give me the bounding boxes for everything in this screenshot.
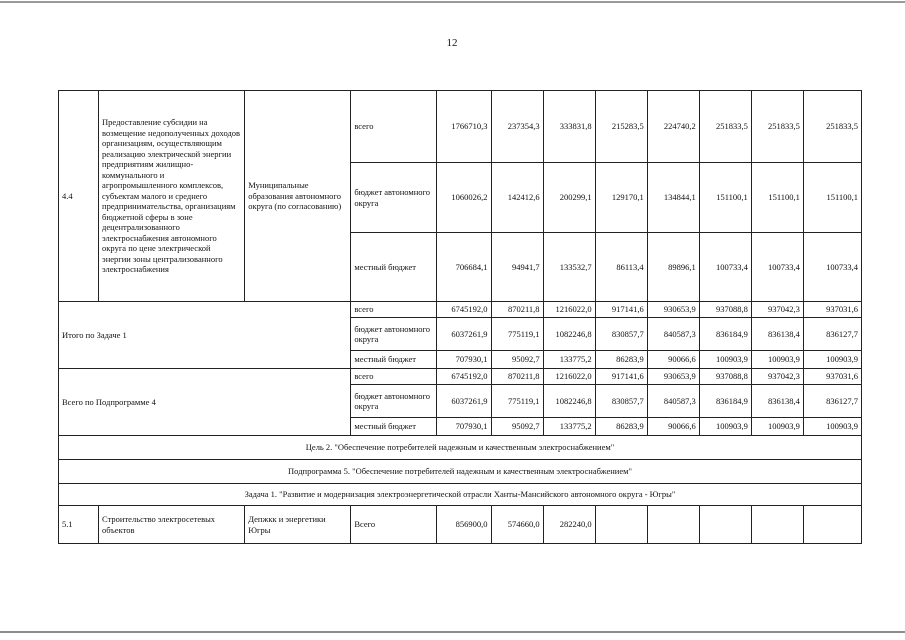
amount-cell: 215283,5 [595, 91, 647, 163]
amount-cell: 100903,9 [699, 351, 751, 369]
funding-source: всего [351, 91, 437, 163]
amount-cell: 840587,3 [647, 385, 699, 418]
amount-cell: 870211,8 [491, 369, 543, 385]
executor: Депжкк и энергетики Югры [245, 506, 351, 544]
amount-cell: 100903,9 [699, 418, 751, 436]
task-heading: Задача 1. "Развитие и модернизация электроэнергетической отрасли Ханты-Мансийского автономного округа - Югры" [59, 484, 862, 506]
amount-cell: 151100,1 [751, 163, 803, 233]
amount-cell: 6745192,0 [437, 302, 491, 318]
amount-cell: 133775,2 [543, 418, 595, 436]
amount-cell: 100903,9 [803, 351, 861, 369]
amount-cell: 251833,5 [699, 91, 751, 163]
amount-cell: 89896,1 [647, 233, 699, 302]
page-top-edge [0, 1, 905, 3]
subprogram-heading: Подпрограмма 5. "Обеспечение потребителей надежным и качественным электроснабжением" [59, 460, 862, 484]
amount-cell: 1216022,0 [543, 369, 595, 385]
amount-cell: 142412,6 [491, 163, 543, 233]
amount-cell: 134844,1 [647, 163, 699, 233]
amount-cell [647, 506, 699, 544]
amount-cell: 86283,9 [595, 418, 647, 436]
amount-cell: 86113,4 [595, 233, 647, 302]
amount-cell: 100903,9 [803, 418, 861, 436]
funding-source: местный бюджет [351, 233, 437, 302]
amount-cell: 95092,7 [491, 418, 543, 436]
amount-cell: 94941,7 [491, 233, 543, 302]
amount-cell: 133532,7 [543, 233, 595, 302]
table-row [59, 436, 862, 460]
amount-cell [699, 506, 751, 544]
amount-cell: 6037261,9 [437, 318, 491, 351]
table-row [59, 369, 862, 385]
amount-cell: 775119,1 [491, 385, 543, 418]
amount-cell: 840587,3 [647, 318, 699, 351]
amount-cell: 937042,3 [751, 369, 803, 385]
funding-source: бюджет автономного округа [351, 385, 437, 418]
amount-cell: 930653,9 [647, 369, 699, 385]
amount-cell: 251833,5 [803, 91, 861, 163]
amount-cell: 86283,9 [595, 351, 647, 369]
amount-cell: 706684,1 [437, 233, 491, 302]
amount-cell: 200299,1 [543, 163, 595, 233]
program-financing-table [58, 90, 862, 544]
amount-cell: 917141,6 [595, 302, 647, 318]
amount-cell: 100733,4 [751, 233, 803, 302]
amount-cell: 937088,8 [699, 369, 751, 385]
row-code: 4.4 [59, 91, 99, 302]
amount-cell: 251833,5 [751, 91, 803, 163]
amount-cell: 1060026,2 [437, 163, 491, 233]
amount-cell: 333831,8 [543, 91, 595, 163]
amount-cell: 237354,3 [491, 91, 543, 163]
amount-cell: 129170,1 [595, 163, 647, 233]
amount-cell: 836184,9 [699, 385, 751, 418]
amount-cell: 574660,0 [491, 506, 543, 544]
amount-cell: 224740,2 [647, 91, 699, 163]
table-row [59, 302, 862, 318]
funding-source: местный бюджет [351, 351, 437, 369]
amount-cell: 95092,7 [491, 351, 543, 369]
amount-cell: 1082246,8 [543, 318, 595, 351]
page-number: 12 [446, 37, 458, 49]
amount-cell: 836127,7 [803, 385, 861, 418]
total-label: Итого по Задаче 1 [59, 302, 351, 369]
amount-cell: 100733,4 [699, 233, 751, 302]
amount-cell: 917141,6 [595, 369, 647, 385]
amount-cell: 1766710,3 [437, 91, 491, 163]
row-code: 5.1 [59, 506, 99, 544]
amount-cell: 930653,9 [647, 302, 699, 318]
amount-cell: 151100,1 [699, 163, 751, 233]
table-row [59, 484, 862, 506]
goal-heading: Цель 2. "Обеспечение потребителей надежным и качественным электроснабжением" [59, 436, 862, 460]
amount-cell: 282240,0 [543, 506, 595, 544]
total-label: Всего по Подпрограмме 4 [59, 369, 351, 436]
amount-cell: 836184,9 [699, 318, 751, 351]
amount-cell: 100903,9 [751, 351, 803, 369]
amount-cell: 870211,8 [491, 302, 543, 318]
amount-cell: 830857,7 [595, 318, 647, 351]
amount-cell: 100903,9 [751, 418, 803, 436]
amount-cell: 937088,8 [699, 302, 751, 318]
amount-cell: 836127,7 [803, 318, 861, 351]
funding-source: местный бюджет [351, 418, 437, 436]
amount-cell: 937042,3 [751, 302, 803, 318]
amount-cell [803, 506, 861, 544]
amount-cell [751, 506, 803, 544]
amount-cell: 133775,2 [543, 351, 595, 369]
funding-source: всего [351, 369, 437, 385]
amount-cell [595, 506, 647, 544]
amount-cell: 836138,4 [751, 385, 803, 418]
amount-cell: 707930,1 [437, 418, 491, 436]
page-bottom-edge [0, 631, 905, 633]
amount-cell: 775119,1 [491, 318, 543, 351]
executor: Муниципальные образования автономного округа (по согласованию) [245, 91, 351, 302]
measure-description: Предоставление субсидии на возмещение недополученных доходов организациям, осуществляющим реализацию электрической энергии предприятиям жилищно-коммунального и агропромышленного комплексов, субъектам малого и среднего предпринимательства, организациям бюджетной сферы в зоне децентрализованного электроснабжения автономного округа по цене электрической энергии зоны централизованного электроснабжения [99, 91, 245, 302]
amount-cell: 856900,0 [437, 506, 491, 544]
amount-cell: 937031,6 [803, 369, 861, 385]
funding-source: бюджет автономного округа [351, 318, 437, 351]
amount-cell: 6037261,9 [437, 385, 491, 418]
table-row [59, 506, 862, 544]
table-row [59, 91, 862, 163]
measure-description: Строительство электросетевых объектов [99, 506, 245, 544]
funding-source: бюджет автономного округа [351, 163, 437, 233]
amount-cell: 90066,6 [647, 418, 699, 436]
amount-cell: 1082246,8 [543, 385, 595, 418]
amount-cell: 6745192,0 [437, 369, 491, 385]
funding-source: всего [351, 302, 437, 318]
amount-cell: 90066,6 [647, 351, 699, 369]
amount-cell: 151100,1 [803, 163, 861, 233]
funding-source: Всего [351, 506, 437, 544]
amount-cell: 707930,1 [437, 351, 491, 369]
amount-cell: 100733,4 [803, 233, 861, 302]
amount-cell: 836138,4 [751, 318, 803, 351]
table-row [59, 460, 862, 484]
amount-cell: 1216022,0 [543, 302, 595, 318]
amount-cell: 830857,7 [595, 385, 647, 418]
amount-cell: 937031,6 [803, 302, 861, 318]
